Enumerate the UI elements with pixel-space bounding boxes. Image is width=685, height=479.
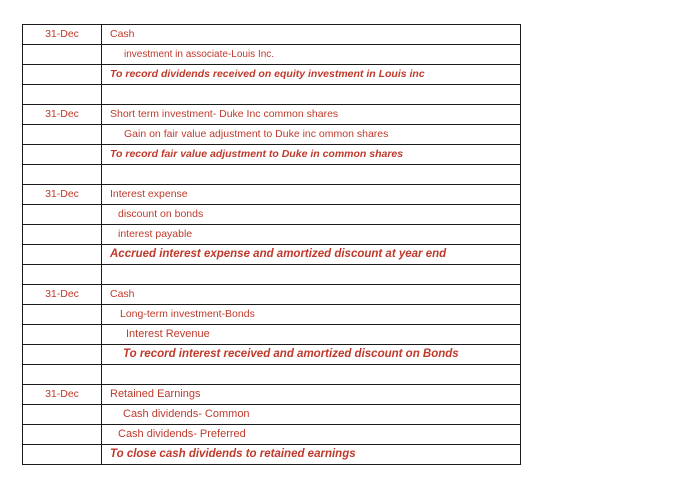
spacer-row: [23, 85, 521, 105]
table-row: [23, 145, 521, 165]
explanation-text: To record fair value adjustment to Duke in common shares: [110, 148, 404, 160]
account-text: Cash dividends- Preferred: [118, 428, 246, 440]
credit-account: [102, 325, 521, 345]
explanation-text: To record dividends received on equity investment in Louis inc: [110, 68, 425, 80]
empty-date-cell: [23, 205, 102, 225]
empty-date-cell: [23, 345, 102, 365]
account-text: Long-term investment-Bonds: [120, 308, 255, 320]
account-text: Interest expense: [110, 188, 188, 200]
debit-account: [102, 185, 521, 205]
table-row: [23, 225, 521, 245]
table-row: [23, 65, 521, 85]
empty-date-cell: [23, 305, 102, 325]
entry-explanation: [102, 445, 521, 465]
table-row: [23, 425, 521, 445]
table-row: [23, 185, 521, 205]
table-row: [23, 305, 521, 325]
spacer-row: [23, 365, 521, 385]
account-text: Cash dividends- Common: [123, 408, 250, 420]
entry-date: 31-Dec: [23, 285, 102, 305]
table-row: [23, 325, 521, 345]
credit-account: [102, 45, 521, 65]
account-text: Cash: [110, 28, 135, 40]
debit-account: [102, 105, 521, 125]
empty-date-cell: [23, 65, 102, 85]
explanation-text: To close cash dividends to retained earnings: [110, 448, 356, 460]
empty-date-cell: [23, 145, 102, 165]
credit-account: [102, 405, 521, 425]
empty-date-cell: [23, 245, 102, 265]
account-text: Retained Earnings: [110, 388, 201, 400]
spacer-row: [23, 265, 521, 285]
account-text: Interest Revenue: [126, 328, 210, 340]
explanation-text: Accrued interest expense and amortized discount at year end: [110, 248, 447, 260]
table-row: [23, 345, 521, 365]
table-row: [23, 405, 521, 425]
entry-date: 31-Dec: [23, 105, 102, 125]
entry-explanation: [102, 345, 521, 365]
credit-account: [102, 125, 521, 145]
spacer-row: [23, 165, 521, 185]
table-row: [23, 245, 521, 265]
empty-date-cell: [23, 445, 102, 465]
table-row: [23, 385, 521, 405]
explanation-text: To record interest received and amortized discount on Bonds: [123, 348, 459, 360]
table-row: [23, 45, 521, 65]
debit-account: [102, 25, 521, 45]
account-text: discount on bonds: [118, 208, 204, 220]
credit-account: [102, 205, 521, 225]
debit-account: [102, 285, 521, 305]
credit-account: [102, 425, 521, 445]
debit-account: [102, 385, 521, 405]
account-text: investment in associate-Louis Inc.: [124, 49, 275, 60]
table-row: [23, 125, 521, 145]
table-row: [23, 285, 521, 305]
table-row: [23, 205, 521, 225]
entry-explanation: [102, 245, 521, 265]
credit-account: [102, 305, 521, 325]
table-row: [23, 25, 521, 45]
entry-date: 31-Dec: [23, 25, 102, 45]
entry-date: 31-Dec: [23, 385, 102, 405]
entry-explanation: [102, 145, 521, 165]
empty-date-cell: [23, 45, 102, 65]
account-text: Cash: [110, 288, 135, 300]
empty-date-cell: [23, 325, 102, 345]
table-row: [23, 105, 521, 125]
account-text: Short term investment- Duke Inc common shares: [110, 108, 339, 120]
empty-date-cell: [23, 405, 102, 425]
empty-date-cell: [23, 125, 102, 145]
empty-date-cell: [23, 425, 102, 445]
entry-date: 31-Dec: [23, 185, 102, 205]
account-text: Gain on fair value adjustment to Duke inc ommon shares: [124, 128, 389, 140]
credit-account: [102, 225, 521, 245]
journal-entries-table: [22, 24, 521, 465]
account-text: interest payable: [118, 228, 193, 240]
table-row: [23, 445, 521, 465]
empty-date-cell: [23, 225, 102, 245]
entry-explanation: [102, 65, 521, 85]
